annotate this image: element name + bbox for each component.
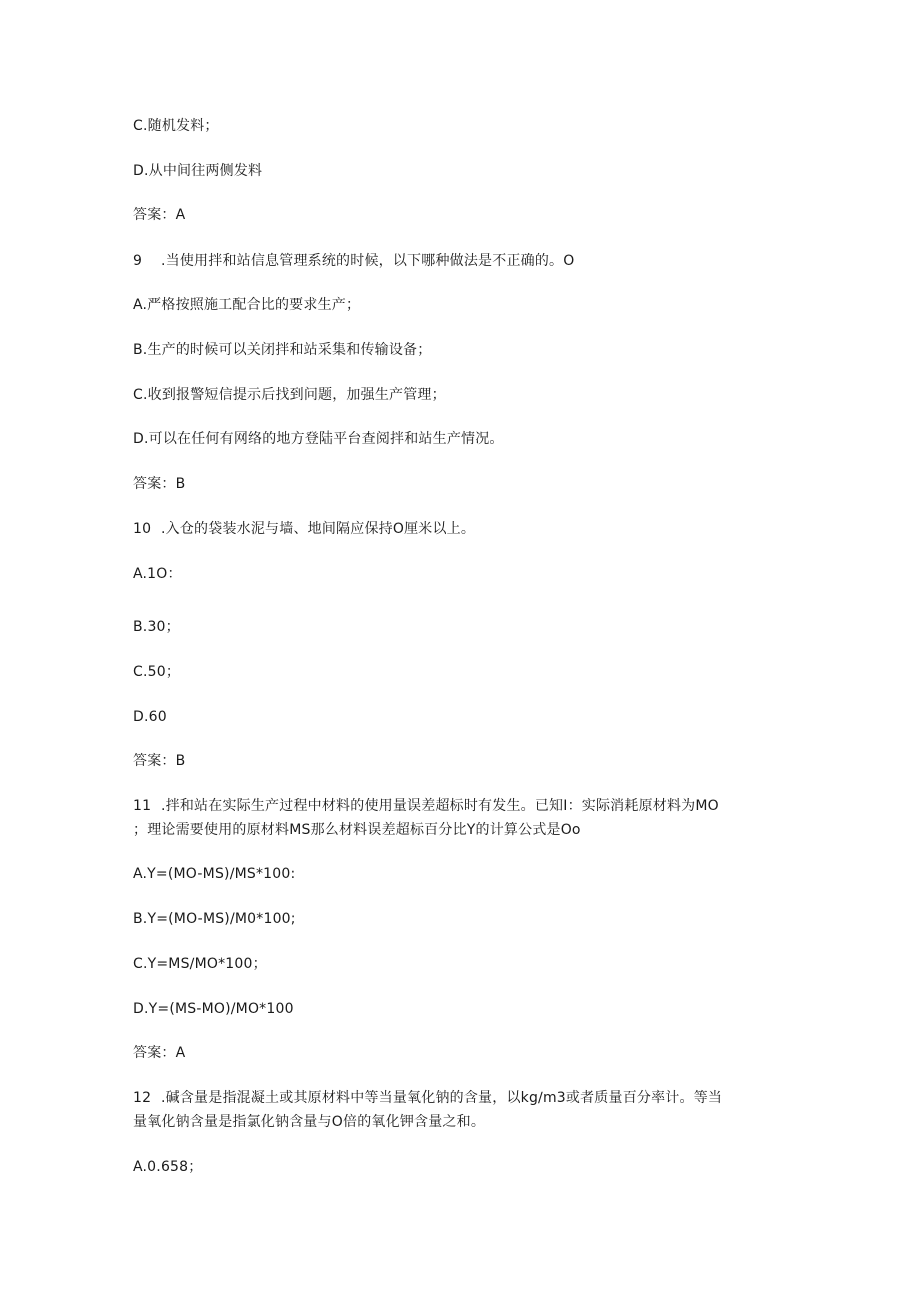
question-9: [133, 251, 574, 271]
question-11: [133, 796, 719, 816]
question-12-continued: 量氧化钠含量是指氯化钠含量与O倍的氧化钾含量之和。: [133, 1114, 486, 1130]
answer-q11: 答案：A: [133, 1045, 186, 1061]
option-b-q11: B.Y=(MO-MS)/M0*100;: [133, 911, 296, 927]
question-11-continued: ；理论需要使用的原材料MS那么材料误差超标百分比Y的计算公式是Oo: [133, 822, 581, 838]
question-number: 10: [133, 521, 152, 537]
question-number: 9: [133, 253, 143, 269]
question-number: 11: [133, 798, 152, 814]
option-a-q10: A.1O：: [133, 566, 182, 582]
question-number: 12: [133, 1090, 152, 1106]
question-text: .当使用拌和站信息管理系统的时候，以下哪种做法是不正确的。O: [161, 253, 575, 269]
option-a-q9: A.严格按照施工配合比的要求生产；: [133, 297, 361, 313]
question-text: .拌和站在实际生产过程中材料的使用量误差超标时有发生。已知I：实际消耗原材料为MO: [161, 798, 719, 814]
question-10: [133, 519, 475, 539]
option-d-q9: D.可以在任何有网络的地方登陆平台查阅拌和站生产情况。: [133, 431, 504, 447]
option-c-q11: C.Y=MS∕MO*100；: [133, 956, 267, 972]
question-text: .入仓的袋装水泥与墙、地间隔应保持O厘米以上。: [161, 521, 476, 537]
answer-q8: 答案：A: [133, 207, 186, 223]
option-c-q10: C.50；: [133, 664, 181, 680]
option-d-q8: D.从中间往两侧发料: [133, 163, 263, 179]
option-c-q9: C.收到报警短信提示后找到问题，加强生产管理；: [133, 387, 446, 403]
option-b-q10: B.30；: [133, 619, 180, 635]
option-a-q11: A.Y=(MO-MS)∕MS*100:: [133, 866, 296, 882]
option-d-q11: D.Y=(MS-MO)/MO*100: [133, 1001, 294, 1017]
question-text: .碱含量是指混凝土或其原材料中等当量氧化钠的含量，以kg∕m3或者质量百分率计。等当: [161, 1090, 723, 1106]
option-a-q12: A.0.658；: [133, 1159, 203, 1175]
option-c-q8: C.随机发料；: [133, 118, 219, 134]
question-12: [133, 1088, 722, 1108]
option-d-q10: D.60: [133, 709, 167, 725]
option-b-q9: B.生产的时候可以关闭拌和站采集和传输设备；: [133, 342, 432, 358]
answer-q10: 答案：B: [133, 753, 186, 769]
answer-q9: 答案：B: [133, 476, 186, 492]
